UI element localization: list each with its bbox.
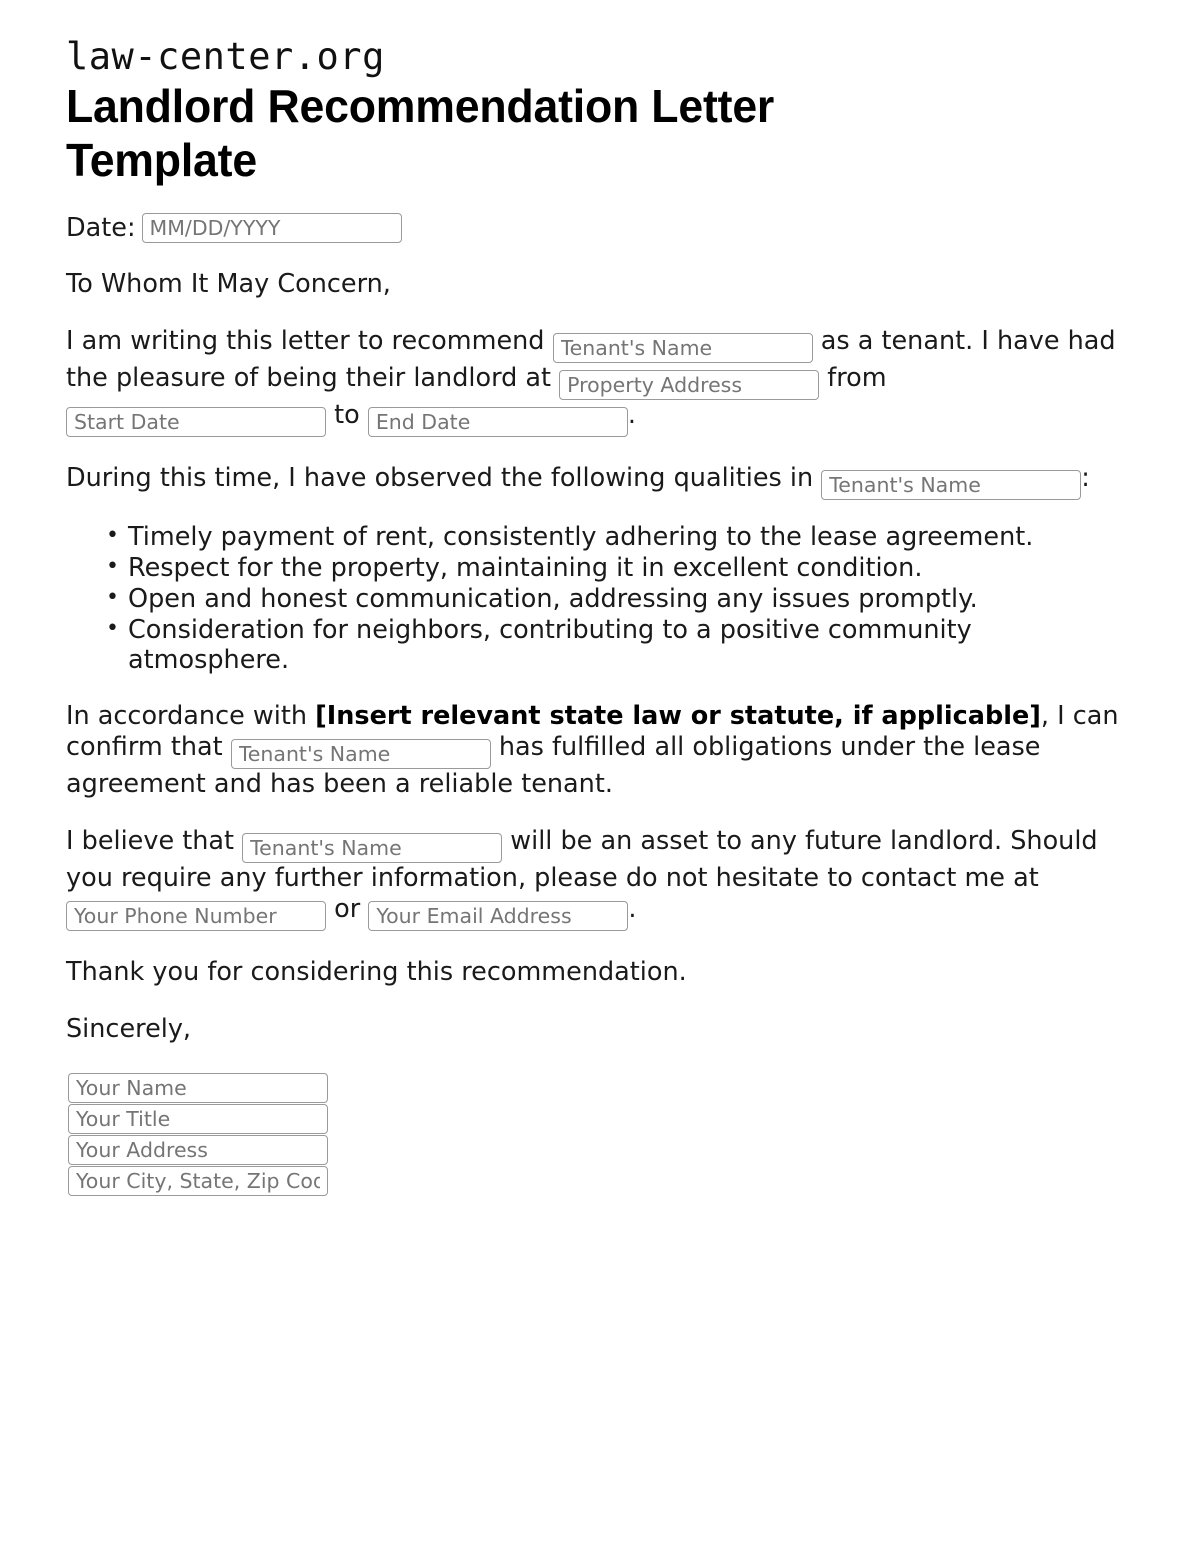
accordance-text-3: has fulfilled all obligations under the lease agreement and has been a reliable tenant. — [66, 732, 1041, 800]
statute-placeholder-text: [Insert relevant state law or statute, if applicable] — [315, 701, 1041, 732]
intro-text-4: to — [334, 400, 360, 431]
tenant-name-input-2[interactable] — [821, 470, 1081, 500]
closing-period: . — [628, 894, 637, 925]
your-title-input[interactable] — [68, 1104, 328, 1134]
accordance-text-1: In accordance with — [66, 701, 307, 732]
tenant-name-input-1[interactable] — [553, 333, 813, 363]
your-address-input[interactable] — [68, 1135, 328, 1165]
intro-paragraph — [66, 326, 1128, 437]
or-label: or — [334, 894, 361, 925]
date-label: Date: — [66, 213, 136, 244]
intro-text-2: as a tenant. I have had the pleasure of being their landlord at — [66, 326, 1116, 394]
salutation: To Whom It May Concern, — [66, 269, 391, 300]
your-name-input[interactable] — [68, 1073, 328, 1103]
list-item: • Open and honest communication, addressing any issues promptly. — [106, 584, 1131, 614]
closing-paragraph — [66, 826, 1128, 931]
tenant-name-input-4[interactable] — [242, 833, 502, 863]
accordance-text-2: , I can confirm that — [66, 701, 1119, 763]
intro-text-3: from — [827, 363, 887, 394]
date-input[interactable] — [142, 213, 402, 243]
qualities-lead-text: During this time, I have observed the following qualities in — [66, 463, 814, 494]
phone-number-input[interactable] — [66, 901, 326, 931]
end-date-input[interactable] — [368, 407, 628, 437]
intro-text-1: I am writing this letter to recommend — [66, 326, 545, 357]
letter-body — [64, 187, 1131, 1196]
start-date-input[interactable] — [66, 407, 326, 437]
closing-text-2: will be an asset to any future landlord. Should you require any further information, please do not hesitate to contact me at — [66, 826, 1098, 894]
property-address-input[interactable] — [559, 370, 819, 400]
list-item: • Timely payment of rent, consistently adhering to the lease agreement. — [106, 522, 1131, 552]
list-item: • Respect for the property, maintaining it in excellent condition. — [106, 553, 1131, 583]
tenant-name-input-3[interactable] — [231, 739, 491, 769]
list-item: • Consideration for neighbors, contributing to a positive community atmosphere. — [106, 615, 1131, 675]
page-title: Landlord Recommendation Letter Template — [65, 79, 775, 187]
qualities-colon: : — [1081, 463, 1090, 494]
signature-block — [66, 1073, 1131, 1196]
sign-off-line: Sincerely, — [66, 1014, 192, 1045]
thanks-line: Thank you for considering this recommendation. — [66, 957, 687, 988]
qualities-list — [66, 522, 1131, 675]
qualities-lead-in — [66, 463, 1128, 500]
date-row — [66, 213, 1131, 243]
email-address-input[interactable] — [368, 901, 628, 931]
accordance-paragraph — [66, 701, 1128, 800]
closing-text-1: I believe that — [66, 826, 235, 857]
your-city-state-zip-input[interactable] — [68, 1166, 328, 1196]
intro-text-5: . — [627, 400, 636, 431]
site-name: law-center.org — [66, 35, 385, 78]
